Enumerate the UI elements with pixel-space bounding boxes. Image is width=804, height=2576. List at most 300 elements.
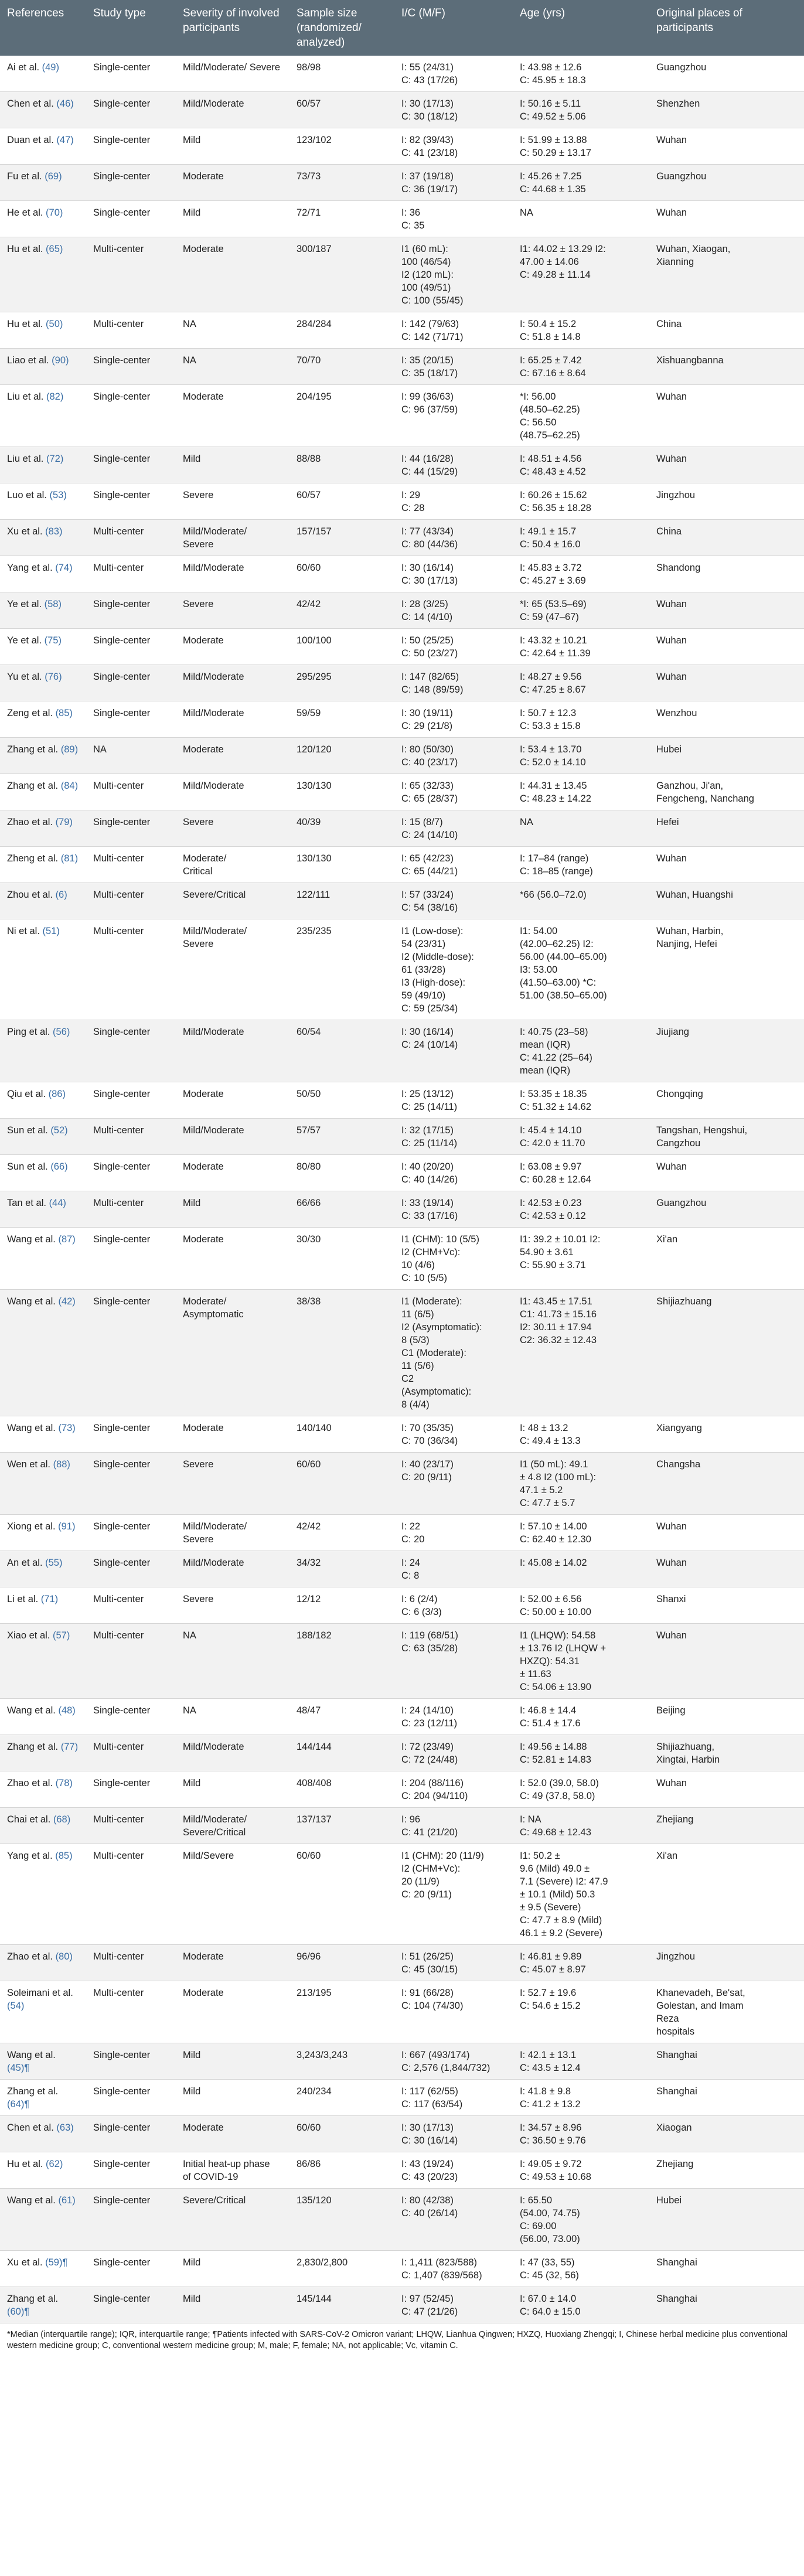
cell-sample-size: 122/111 — [289, 883, 394, 919]
cell-study-type: Single-center — [86, 665, 176, 701]
cell-sample-size: 60/60 — [289, 1453, 394, 1515]
cell-age: I: 43.32 ± 10.21 C: 42.64 ± 11.39 — [513, 629, 649, 665]
cell-sample-size: 42/42 — [289, 1515, 394, 1551]
cell-severity: Initial heat-up phase of COVID-19 — [176, 2152, 289, 2189]
reference-link[interactable]: (73) — [58, 1423, 76, 1433]
reference-link[interactable]: (82) — [46, 391, 64, 402]
cell-reference — [0, 919, 86, 1020]
cell-ic-mf: I: 82 (39/43) C: 41 (23/18) — [394, 128, 513, 165]
cell-severity: Mild/Moderate — [176, 701, 289, 738]
cell-severity: Moderate — [176, 2116, 289, 2152]
cell-severity: Mild — [176, 447, 289, 483]
cell-reference — [0, 447, 86, 483]
reference-link[interactable]: (6) — [55, 890, 67, 900]
reference-link[interactable]: (51) — [42, 926, 60, 936]
reference-link[interactable]: (71) — [40, 1594, 59, 1604]
cell-ic-mf: I: 37 (19/18) C: 36 (19/17) — [394, 165, 513, 201]
cell-age: I: 63.08 ± 9.97 C: 60.28 ± 12.64 — [513, 1155, 649, 1191]
reference-link[interactable]: (61) — [58, 2195, 76, 2206]
cell-age: I: 48 ± 13.2 C: 49.4 ± 13.3 — [513, 1416, 649, 1453]
cell-ic-mf: I: 1,411 (823/588) C: 1,407 (839/568) — [394, 2251, 513, 2287]
cell-ic-mf: I: 667 (493/174) C: 2,576 (1,844/732) — [394, 2043, 513, 2080]
reference-link[interactable]: (75) — [44, 635, 62, 646]
cell-reference — [0, 312, 86, 349]
reference-link[interactable]: (88) — [53, 1459, 70, 1470]
cell-original-places: Shanghai — [649, 2251, 804, 2287]
cell-age: I1: 50.2 ± 9.6 (Mild) 49.0 ± 7.1 (Severe) I2: 47.9 ± 10.1 (Mild) 50.3 ± 9.5 (Severe) C: 47.7 ± 8.9 (Mild) 46.1 ± 9.2 (Severe) — [513, 1844, 649, 1945]
cell-ic-mf: I1 (60 mL): 100 (46/54) I2 (120 mL): 100 (49/51) C: 100 (55/45) — [394, 237, 513, 312]
cell-reference — [0, 1945, 86, 1981]
cell-original-places: Wuhan — [649, 1771, 804, 1808]
cell-study-type: Single-center — [86, 2189, 176, 2251]
cell-sample-size: 50/50 — [289, 1082, 394, 1119]
cell-study-type: Single-center — [86, 2080, 176, 2116]
reference-link[interactable]: (54) — [7, 2001, 25, 2011]
cell-reference — [0, 1808, 86, 1844]
reference-author: Zhang et al. — [7, 2294, 59, 2304]
reference-link[interactable]: (55) — [45, 1558, 63, 1568]
cell-age: I: 65.50 (54.00, 74.75) C: 69.00 (56.00, 73.00) — [513, 2189, 649, 2251]
cell-reference — [0, 1416, 86, 1453]
cell-sample-size: 137/137 — [289, 1808, 394, 1844]
cell-original-places: Shanghai — [649, 2080, 804, 2116]
cell-study-type: Multi-center — [86, 1808, 176, 1844]
reference-author: Tan et al. — [7, 1198, 46, 1208]
reference-author: Wang et al. — [7, 2195, 56, 2206]
cell-age: I: 41.8 ± 9.8 C: 41.2 ± 13.2 — [513, 2080, 649, 2116]
reference-link[interactable]: (86) — [48, 1089, 66, 1099]
cell-study-type: Single-center — [86, 2251, 176, 2287]
cell-original-places: Jingzhou — [649, 1945, 804, 1981]
reference-link[interactable]: (87) — [58, 1234, 76, 1245]
cell-study-type: Single-center — [86, 1020, 176, 1082]
cell-original-places: Shanghai — [649, 2043, 804, 2080]
cell-reference — [0, 201, 86, 237]
table-row — [0, 847, 804, 883]
table-row — [0, 883, 804, 919]
cell-sample-size: 130/130 — [289, 847, 394, 883]
reference-link[interactable]: (45)¶ — [7, 2063, 30, 2073]
table-row — [0, 312, 804, 349]
table-row — [0, 592, 804, 629]
reference-link[interactable]: (60)¶ — [7, 2306, 30, 2317]
cell-severity: Severe — [176, 592, 289, 629]
cell-age: I: 67.0 ± 14.0 C: 64.0 ± 15.0 — [513, 2287, 649, 2323]
cell-age: I: 49.1 ± 15.7 C: 50.4 ± 16.0 — [513, 520, 649, 556]
reference-author: Sun et al. — [7, 1161, 48, 1172]
cell-age: I: 46.8 ± 14.4 C: 51.4 ± 17.6 — [513, 1699, 649, 1735]
cell-study-type: Single-center — [86, 2287, 176, 2323]
table-row — [0, 1981, 804, 2043]
cell-study-type: Multi-center — [86, 1735, 176, 1771]
reference-link[interactable]: (78) — [55, 1778, 73, 1788]
cell-original-places: Wenzhou — [649, 701, 804, 738]
cell-original-places: Wuhan — [649, 1515, 804, 1551]
cell-study-type: Multi-center — [86, 237, 176, 312]
cell-study-type: Single-center — [86, 2152, 176, 2189]
cell-age: I: 47 (33, 55) C: 45 (32, 56) — [513, 2251, 649, 2287]
cell-age: I: 45.26 ± 7.25 C: 44.68 ± 1.35 — [513, 165, 649, 201]
cell-ic-mf: I: 32 (17/15) C: 25 (11/14) — [394, 1119, 513, 1155]
cell-sample-size: 38/38 — [289, 1290, 394, 1416]
cell-sample-size: 48/47 — [289, 1699, 394, 1735]
cell-ic-mf: I: 51 (26/25) C: 45 (30/15) — [394, 1945, 513, 1981]
reference-link[interactable]: (49) — [42, 62, 59, 73]
reference-link[interactable]: (89) — [60, 744, 79, 755]
reference-author: Liao et al. — [7, 355, 49, 366]
table-row — [0, 1624, 804, 1699]
cell-severity: Mild — [176, 128, 289, 165]
table-row — [0, 665, 804, 701]
cell-ic-mf: I: 117 (62/55) C: 117 (63/54) — [394, 2080, 513, 2116]
reference-link[interactable]: (91) — [58, 1521, 76, 1532]
cell-sample-size: 188/182 — [289, 1624, 394, 1699]
table-row — [0, 774, 804, 810]
cell-sample-size: 123/102 — [289, 128, 394, 165]
reference-link[interactable]: (64)¶ — [7, 2099, 30, 2110]
cell-study-type: Single-center — [86, 701, 176, 738]
cell-severity: Mild/Moderate — [176, 774, 289, 810]
cell-sample-size: 98/98 — [289, 56, 394, 92]
cell-severity: Severe — [176, 1453, 289, 1515]
cell-age: *I: 65 (53.5–69) C: 59 (47–67) — [513, 592, 649, 629]
cell-sample-size: 213/195 — [289, 1981, 394, 2043]
cell-ic-mf: I: 30 (19/11) C: 29 (21/8) — [394, 701, 513, 738]
table-row — [0, 1808, 804, 1844]
reference-link[interactable]: (90) — [52, 355, 69, 366]
cell-ic-mf: I1 (CHM): 10 (5/5) I2 (CHM+Vc): 10 (4/6) C: 10 (5/5) — [394, 1228, 513, 1290]
reference-author: Ni et al. — [7, 926, 40, 936]
reference-link[interactable]: (69) — [45, 171, 62, 182]
cell-severity: Mild/Moderate — [176, 1020, 289, 1082]
reference-author: Zhou et al. — [7, 890, 53, 900]
table-row — [0, 2287, 804, 2323]
reference-author: Liu et al. — [7, 391, 44, 402]
cell-age: NA — [513, 201, 649, 237]
reference-link[interactable]: (70) — [46, 207, 63, 218]
header-ic-mf: I/C (M/F) — [394, 0, 513, 56]
table-row — [0, 1119, 804, 1155]
cell-ic-mf: I: 77 (43/34) C: 80 (44/36) — [394, 520, 513, 556]
cell-severity: Mild/Moderate — [176, 556, 289, 592]
cell-sample-size: 60/54 — [289, 1020, 394, 1082]
cell-original-places: Changsha — [649, 1453, 804, 1515]
table-row — [0, 2152, 804, 2189]
reference-link[interactable]: (76) — [45, 672, 62, 682]
reference-link[interactable]: (80) — [55, 1951, 73, 1962]
table-row — [0, 701, 804, 738]
cell-ic-mf: I: 50 (25/25) C: 50 (23/27) — [394, 629, 513, 665]
cell-severity: Mild/Moderate — [176, 92, 289, 128]
cell-reference — [0, 2080, 86, 2116]
cell-sample-size: 235/235 — [289, 919, 394, 1020]
cell-reference — [0, 2116, 86, 2152]
cell-original-places: Wuhan — [649, 1624, 804, 1699]
table-row — [0, 1416, 804, 1453]
table-row — [0, 1228, 804, 1290]
cell-ic-mf: I1 (CHM): 20 (11/9) I2 (CHM+Vc): 20 (11/9) C: 20 (9/11) — [394, 1844, 513, 1945]
cell-severity: Severe/Critical — [176, 2189, 289, 2251]
cell-age: I: 43.98 ± 12.6 C: 45.95 ± 18.3 — [513, 56, 649, 92]
cell-severity: Moderate — [176, 385, 289, 447]
table-row — [0, 1699, 804, 1735]
cell-sample-size: 157/157 — [289, 520, 394, 556]
cell-severity: Moderate — [176, 738, 289, 774]
cell-original-places: Wuhan — [649, 447, 804, 483]
reference-author: Wang et al. — [7, 1423, 56, 1433]
cell-sample-size: 100/100 — [289, 629, 394, 665]
cell-reference — [0, 738, 86, 774]
table-row — [0, 1290, 804, 1416]
table-header — [0, 0, 804, 56]
cell-ic-mf: I: 33 (19/14) C: 33 (17/16) — [394, 1191, 513, 1228]
cell-study-type: Single-center — [86, 1699, 176, 1735]
cell-original-places: Wuhan — [649, 201, 804, 237]
cell-original-places: Chongqing — [649, 1082, 804, 1119]
cell-age: I: 57.10 ± 14.00 C: 62.40 ± 12.30 — [513, 1515, 649, 1551]
cell-reference — [0, 520, 86, 556]
cell-reference — [0, 2189, 86, 2251]
reference-author: Zeng et al. — [7, 708, 53, 718]
reference-link[interactable]: (50) — [46, 319, 63, 329]
cell-sample-size: 66/66 — [289, 1191, 394, 1228]
cell-original-places: Shanxi — [649, 1587, 804, 1624]
reference-link[interactable]: (68) — [53, 1814, 71, 1825]
reference-link[interactable]: (47) — [56, 135, 74, 145]
table-row — [0, 128, 804, 165]
cell-age: I: 50.4 ± 15.2 C: 51.8 ± 14.8 — [513, 312, 649, 349]
reference-link[interactable]: (48) — [58, 1705, 76, 1716]
cell-ic-mf: I: 30 (16/14) C: 30 (17/13) — [394, 556, 513, 592]
cell-original-places: Wuhan — [649, 128, 804, 165]
cell-ic-mf: I: 97 (52/45) C: 47 (21/26) — [394, 2287, 513, 2323]
table-row — [0, 1020, 804, 1082]
reference-author: Wang et al. — [7, 1705, 56, 1716]
reference-link[interactable]: (46) — [56, 98, 74, 109]
cell-reference — [0, 1624, 86, 1699]
reference-link[interactable]: (56) — [52, 1027, 70, 1037]
cell-ic-mf: I1 (Moderate): 11 (6/5) I2 (Asymptomatic): 8 (5/3) C1 (Moderate): 11 (5/6) C2 (Asymptomatic): 8 (4/4) — [394, 1290, 513, 1416]
reference-link[interactable]: (81) — [60, 853, 79, 864]
reference-author: Ye et al. — [7, 599, 42, 609]
cell-study-type: Single-center — [86, 1416, 176, 1453]
cell-ic-mf: I: 119 (68/51) C: 63 (35/28) — [394, 1624, 513, 1699]
reference-link[interactable]: (62) — [46, 2159, 63, 2169]
table-row — [0, 1453, 804, 1515]
table-row — [0, 1844, 804, 1945]
table-row — [0, 385, 804, 447]
reference-link[interactable]: (72) — [46, 454, 64, 464]
table-row — [0, 2080, 804, 2116]
cell-ic-mf: I: 65 (42/23) C: 65 (44/21) — [394, 847, 513, 883]
cell-severity: Mild/Moderate — [176, 1119, 289, 1155]
cell-sample-size: 59/59 — [289, 701, 394, 738]
cell-age: I: 45.4 ± 14.10 C: 42.0 ± 11.70 — [513, 1119, 649, 1155]
reference-author: Fu et al. — [7, 171, 42, 182]
cell-severity: Mild — [176, 2080, 289, 2116]
cell-study-type: Single-center — [86, 447, 176, 483]
cell-reference — [0, 1551, 86, 1587]
cell-reference — [0, 556, 86, 592]
cell-ic-mf: I: 22 C: 20 — [394, 1515, 513, 1551]
header-original-places: Original places of participants — [649, 0, 804, 56]
table-row — [0, 165, 804, 201]
reference-author: Ye et al. — [7, 635, 42, 646]
cell-reference — [0, 883, 86, 919]
cell-original-places: Wuhan — [649, 385, 804, 447]
cell-ic-mf: I: 43 (19/24) C: 43 (20/23) — [394, 2152, 513, 2189]
cell-severity: Mild/Moderate/ Severe — [176, 520, 289, 556]
cell-original-places: Hefei — [649, 810, 804, 847]
table-row — [0, 1191, 804, 1228]
cell-severity: NA — [176, 1699, 289, 1735]
reference-link[interactable]: (66) — [50, 1161, 68, 1172]
cell-study-type: Single-center — [86, 349, 176, 385]
reference-author: Chen et al. — [7, 98, 54, 109]
cell-age: I: 50.7 ± 12.3 C: 53.3 ± 15.8 — [513, 701, 649, 738]
reference-link[interactable]: (52) — [50, 1125, 68, 1136]
cell-reference — [0, 349, 86, 385]
reference-link[interactable]: (83) — [45, 526, 63, 537]
cell-severity: Moderate/ Critical — [176, 847, 289, 883]
cell-original-places: Wuhan, Harbin, Nanjing, Hefei — [649, 919, 804, 1020]
cell-sample-size: 60/60 — [289, 1844, 394, 1945]
cell-severity: Mild/Moderate/ Severe — [176, 1515, 289, 1551]
cell-ic-mf: I: 36 C: 35 — [394, 201, 513, 237]
cell-reference — [0, 2152, 86, 2189]
header-references: References — [0, 0, 86, 56]
cell-reference — [0, 1228, 86, 1290]
reference-link[interactable]: (85) — [55, 708, 73, 718]
reference-link[interactable]: (74) — [55, 563, 73, 573]
cell-severity: Mild — [176, 2043, 289, 2080]
reference-link[interactable]: (85) — [55, 1851, 73, 1861]
cell-reference — [0, 2287, 86, 2323]
cell-severity: Mild/Moderate — [176, 665, 289, 701]
cell-study-type: Single-center — [86, 201, 176, 237]
cell-original-places: Jingzhou — [649, 483, 804, 520]
cell-reference — [0, 629, 86, 665]
cell-severity: Severe/Critical — [176, 883, 289, 919]
cell-age: I: 40.75 (23–58) mean (IQR) C: 41.22 (25–64) mean (IQR) — [513, 1020, 649, 1082]
cell-reference — [0, 1191, 86, 1228]
cell-sample-size: 120/120 — [289, 738, 394, 774]
cell-study-type: Single-center — [86, 165, 176, 201]
cell-reference — [0, 1020, 86, 1082]
reference-author: Wang et al. — [7, 1234, 56, 1245]
cell-study-type: Multi-center — [86, 847, 176, 883]
cell-sample-size: 72/71 — [289, 201, 394, 237]
cell-severity: NA — [176, 312, 289, 349]
reference-link[interactable]: (58) — [44, 599, 62, 609]
reference-link[interactable]: (84) — [60, 781, 79, 791]
cell-severity: Moderate — [176, 237, 289, 312]
cell-study-type: Multi-center — [86, 1945, 176, 1981]
cell-reference — [0, 810, 86, 847]
reference-link[interactable]: (63) — [56, 2122, 74, 2133]
reference-link[interactable]: (42) — [58, 1296, 76, 1307]
cell-severity: Mild/Moderate — [176, 1551, 289, 1587]
reference-link[interactable]: (59)¶ — [45, 2257, 68, 2268]
cell-original-places: Xiangyang — [649, 1416, 804, 1453]
table-row — [0, 1771, 804, 1808]
cell-sample-size: 135/120 — [289, 2189, 394, 2251]
cell-ic-mf: I: 70 (35/35) C: 70 (36/34) — [394, 1416, 513, 1453]
reference-link[interactable]: (79) — [55, 817, 73, 827]
cell-ic-mf: I: 15 (8/7) C: 24 (14/10) — [394, 810, 513, 847]
cell-reference — [0, 56, 86, 92]
cell-study-type: Single-center — [86, 92, 176, 128]
table-footnote: *Median (interquartile range); IQR, interquartile range; ¶Patients infected with SARS-CoV-2 Omicron variant; LHQW, Lianhua Qingwen; HXZQ, Huoxiang Zhengqi; I, Chinese herbal medicine plus conventional western medicine group; C, conventional western medicine group; M, male; F, female; NA, not applicable; Vc, vitamin C. — [7, 2330, 788, 2350]
cell-original-places: Xishuangbanna — [649, 349, 804, 385]
reference-link[interactable]: (44) — [49, 1198, 66, 1208]
cell-ic-mf: I: 142 (79/63) C: 142 (71/71) — [394, 312, 513, 349]
cell-ic-mf: I: 30 (16/14) C: 24 (10/14) — [394, 1020, 513, 1082]
cell-original-places: Xiaogan — [649, 2116, 804, 2152]
table-row — [0, 1155, 804, 1191]
cell-original-places: Ganzhou, Ji'an, Fengcheng, Nanchang — [649, 774, 804, 810]
cell-original-places: China — [649, 520, 804, 556]
reference-author: Zhang et al. — [7, 2086, 59, 2097]
cell-study-type: Multi-center — [86, 1587, 176, 1624]
cell-severity: Mild — [176, 1191, 289, 1228]
cell-severity: Mild — [176, 201, 289, 237]
cell-sample-size: 144/144 — [289, 1735, 394, 1771]
reference-author: Chen et al. — [7, 2122, 54, 2133]
cell-original-places: Wuhan, Xiaogan, Xianning — [649, 237, 804, 312]
cell-severity: Moderate — [176, 629, 289, 665]
cell-severity: Moderate — [176, 165, 289, 201]
reference-link[interactable]: (53) — [49, 490, 67, 500]
reference-author: Yang et al. — [7, 1851, 53, 1861]
cell-severity: Mild — [176, 2287, 289, 2323]
cell-original-places: Wuhan — [649, 847, 804, 883]
cell-study-type: Single-center — [86, 483, 176, 520]
reference-link[interactable]: (65) — [46, 244, 63, 254]
cell-age: I1: 44.02 ± 13.29 I2: 47.00 ± 14.06 C: 49.28 ± 11.14 — [513, 237, 649, 312]
cell-age: I: 17–84 (range) C: 18–85 (range) — [513, 847, 649, 883]
cell-sample-size: 300/187 — [289, 237, 394, 312]
cell-study-type: Single-center — [86, 385, 176, 447]
cell-ic-mf: I: 91 (66/28) C: 104 (74/30) — [394, 1981, 513, 2043]
reference-author: Wang et al. — [7, 1296, 56, 1307]
cell-age: I: 45.08 ± 14.02 — [513, 1551, 649, 1587]
cell-age: I: 46.81 ± 9.89 C: 45.07 ± 8.97 — [513, 1945, 649, 1981]
reference-author: Zhang et al. — [7, 781, 59, 791]
cell-study-type: Multi-center — [86, 1981, 176, 2043]
cell-study-type: Multi-center — [86, 556, 176, 592]
cell-reference — [0, 1155, 86, 1191]
reference-link[interactable]: (57) — [52, 1630, 70, 1641]
cell-reference — [0, 2251, 86, 2287]
cell-sample-size: 86/86 — [289, 2152, 394, 2189]
cell-age: I: 53.4 ± 13.70 C: 52.0 ± 14.10 — [513, 738, 649, 774]
table-row — [0, 810, 804, 847]
cell-ic-mf: I: 40 (20/20) C: 40 (14/26) — [394, 1155, 513, 1191]
cell-age: I: 65.25 ± 7.42 C: 67.16 ± 8.64 — [513, 349, 649, 385]
reference-author: Ping et al. — [7, 1027, 50, 1037]
cell-age: I: 48.27 ± 9.56 C: 47.25 ± 8.67 — [513, 665, 649, 701]
table-row — [0, 237, 804, 312]
table-row — [0, 629, 804, 665]
reference-link[interactable]: (77) — [60, 1742, 79, 1752]
cell-original-places: Wuhan — [649, 592, 804, 629]
reference-author: Liu et al. — [7, 454, 44, 464]
cell-study-type: Multi-center — [86, 919, 176, 1020]
cell-age: *66 (56.0–72.0) — [513, 883, 649, 919]
cell-study-type: Single-center — [86, 2116, 176, 2152]
cell-sample-size: 60/60 — [289, 556, 394, 592]
